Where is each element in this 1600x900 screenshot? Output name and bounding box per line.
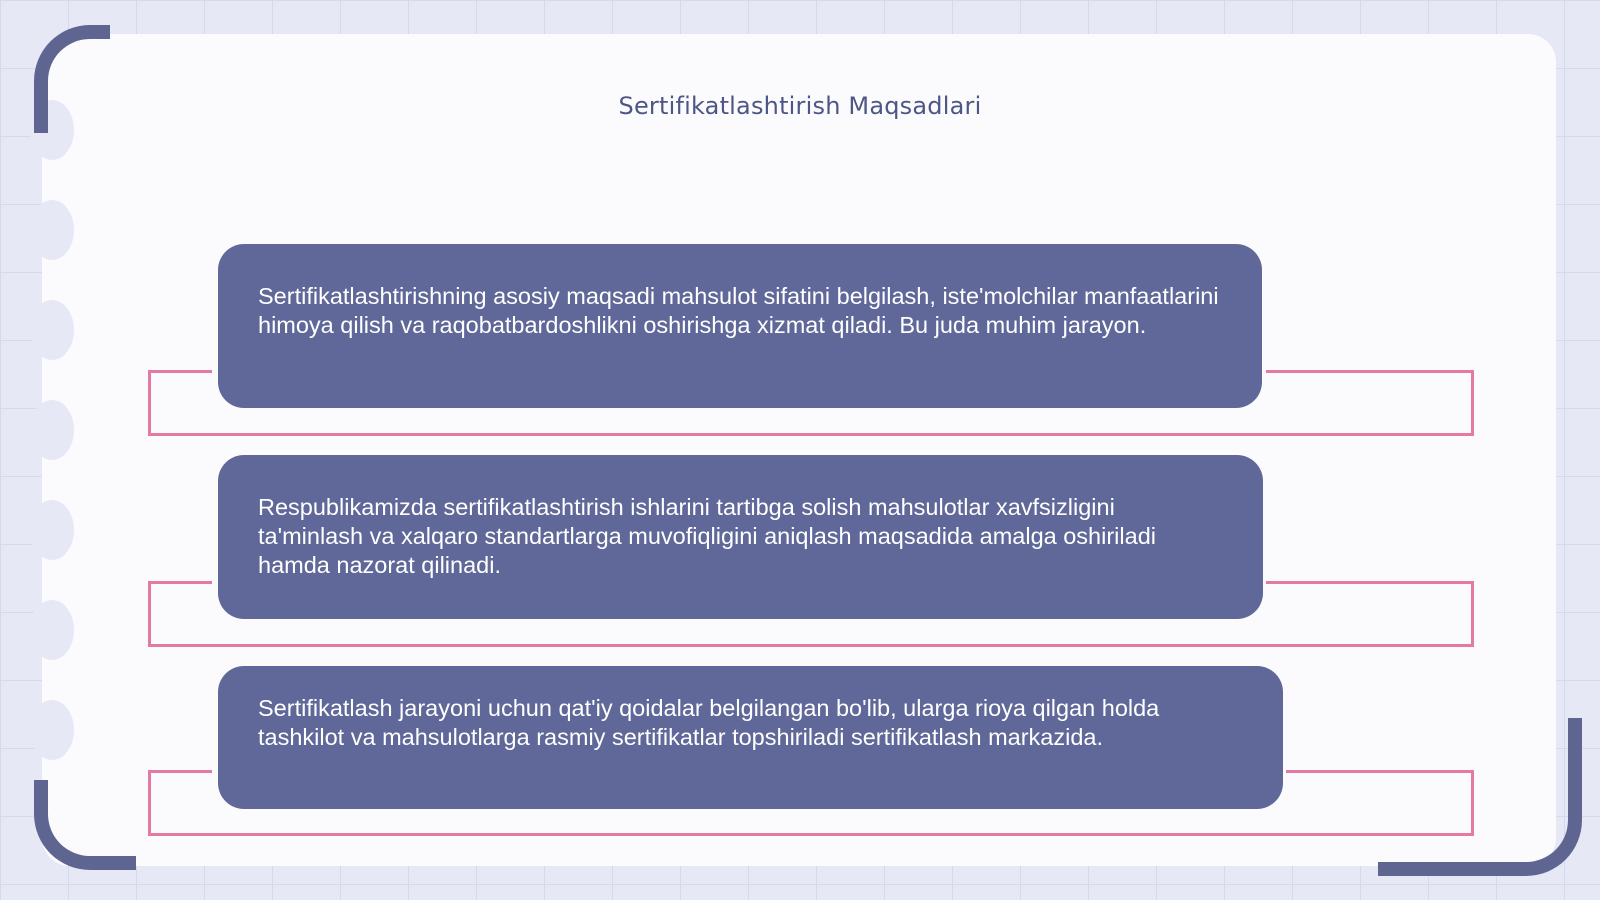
accent-bracket-2-cap-right (1266, 581, 1474, 584)
goal-card-2 (218, 455, 1263, 619)
goal-card-2-text: Respublikamizda sertifikatlashtirish ishlarini tartibga solish mahsulotlar xavfsizligini ta'minlash va xalqaro standartlarga muvofiqligini aniqlash maqsadida amalga oshiriladi hamda nazorat qilinadi. (258, 494, 1156, 578)
accent-bracket-3-cap-left (148, 770, 212, 773)
goal-card-3-text: Sertifikatlash jarayoni uchun qat'iy qoidalar belgilangan bo'lib, ularga rioya qilgan holda tashkilot va mahsulotlarga rasmiy sertifikatlar topshiriladi sertifikatlash markazida. (258, 695, 1160, 750)
accent-bracket-3-cap-right (1286, 770, 1474, 773)
goal-card-1-text: Sertifikatlashtirishning asosiy maqsadi mahsulot sifatini belgilash, iste'molchilar manfaatlarini himoya qilish va raqobatbardoshlikni oshirishga xizmat qiladi. Bu juda muhim jarayon. (258, 283, 1219, 338)
sheet-scalloped-edge (30, 100, 74, 800)
slide-title: Sertifikatlashtirish Maqsadlari (618, 92, 982, 120)
accent-bracket-1-cap-right (1266, 370, 1474, 373)
goal-card-1 (218, 244, 1262, 408)
goal-card-3 (218, 666, 1283, 809)
accent-bracket-1-cap-left (148, 370, 212, 373)
accent-bracket-2-cap-left (148, 581, 212, 584)
